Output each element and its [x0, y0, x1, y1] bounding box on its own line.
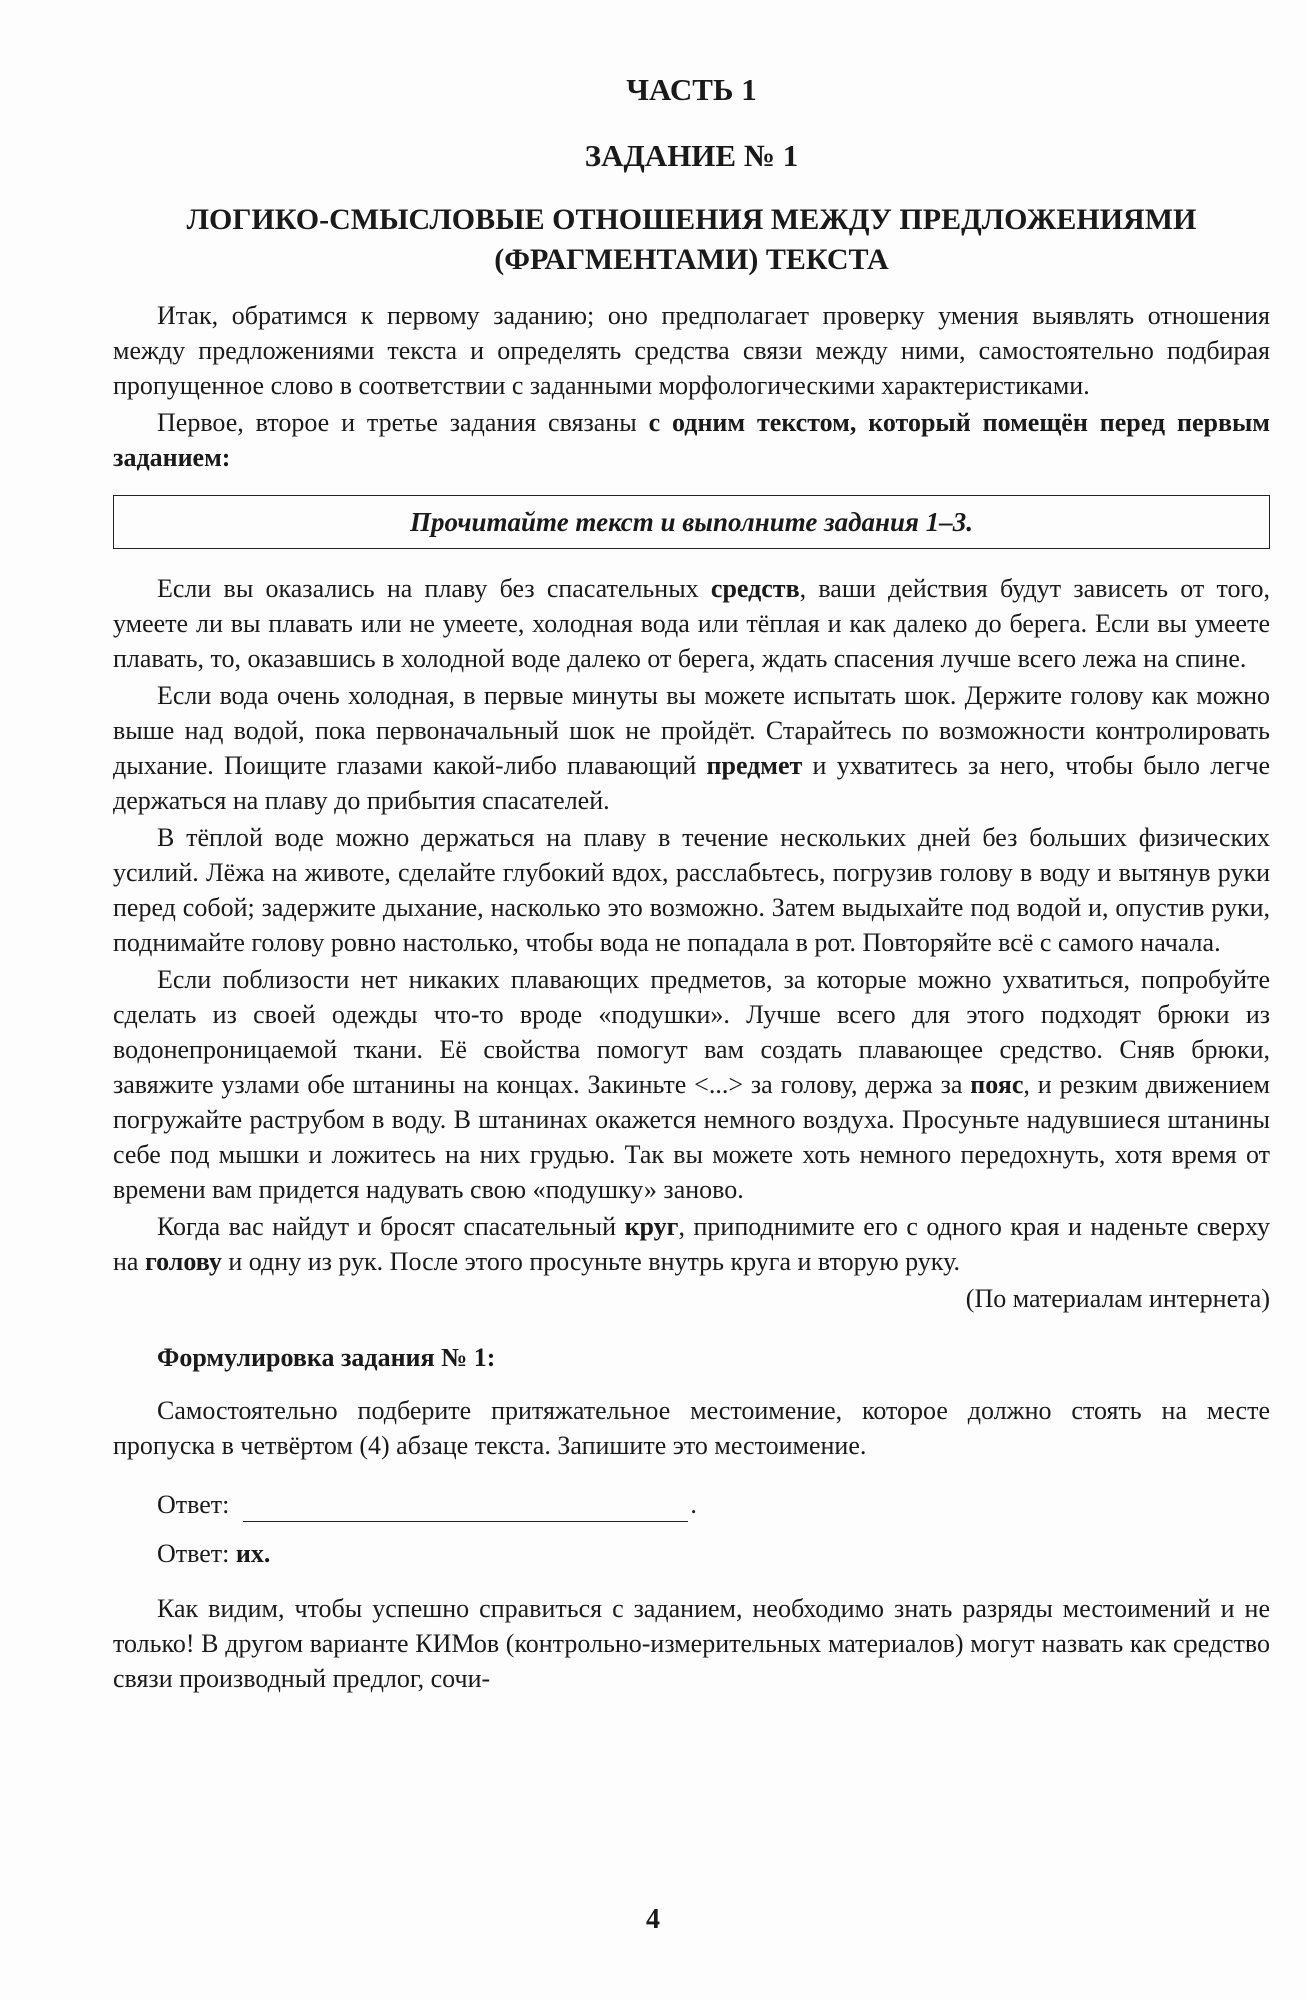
answer-blank[interactable] [243, 1495, 688, 1522]
text-paragraph-3: В тёплой воде можно держаться на плаву в течение нескольких дней без больших физических усилий. Лёжа на животе, сделайте глубокий вдох, расслабьтесь, погрузив голову в воду и вытянув руки перед собой; задержите дыхание, насколько это возможно. Затем выдыхайте под водой и, опустив руки, поднимайте голову ровно настолько, чтобы вода не попадала в рот. Повторяйте всё с самого начала. [113, 823, 1270, 957]
text-p5-bold-2: голову [144, 1247, 222, 1276]
answer-given-label: Ответ: [157, 1539, 230, 1568]
text-p4-bold: пояс [970, 1070, 1024, 1099]
text-p1-part-c: , ваши действия будут зависеть от того, умеете ли вы плавать или не умеете, холодная вода или тёплая и как далеко до берега. Если вы умеете плавать, то, оказавшись в холодной воде далеко от берега, ждать спасения лучше всего лежа на спине. [113, 574, 1271, 673]
text-source: (По материалам интернета) [965, 1284, 1270, 1313]
answer-blank-end: . [690, 1490, 697, 1519]
intro-paragraph-2-start: Первое, второе и третье задания связаны [157, 408, 649, 437]
instruction-box [113, 495, 1270, 549]
text-p2-part-c: и ухватитесь за него, чтобы было легче держаться на плаву до прибытия спасателей. [113, 751, 1270, 815]
text-p1-part-a: Если вы оказались на плаву без спасательных [157, 574, 711, 603]
intro-paragraph-2 [113, 405, 1270, 475]
topic-heading [113, 200, 1270, 280]
text-p5-part-c: и одну из рук. После этого просуньте внутрь круга и вторую руку. [221, 1247, 960, 1276]
text-p2-bold: предмет [706, 751, 803, 780]
intro-paragraph-2-bold: с одним текстом, который помещён перед первым заданием: [113, 408, 1270, 472]
topic-heading-line2: (ФРАГМЕНТАМИ) ТЕКСТА [494, 243, 889, 276]
outro-paragraph: Как видим, чтобы успешно справиться с заданием, необходимо знать разряды местоимений и не только! В другом варианте КИМов (контрольно-измерительных материалов) могут назвать как средство связи производный предлог, сочи- [113, 1594, 1270, 1693]
text-p4-part-a: Если поблизости нет никаких плавающих предметов, за которые можно ухватиться, попробуйте сделать из своей одежды что-то вроде «подушки». Лучше всего для этого подходят брюки из водонепроницаемой ткани. Её свойства помогут вам создать плавающее средство. Сняв брюки, завяжите узлами обе штанины на концах. Закиньте [113, 965, 1270, 1099]
answer-given-value: их. [235, 1539, 271, 1568]
text-p4-part-b: за голову, держа за [743, 1070, 971, 1099]
instruction-text: Прочитайте текст и выполните задания 1–3. [410, 506, 973, 537]
text-p4-part-c: , и резким движением погружайте раструбом в воду. В штанинах окажется немного воздуха. Просуньте надувшиеся штанины себе под мышки и ложитесь на них грудью. Так вы можете хоть немного передохнуть, хотя время от времени вам придется надувать свою «подушку» заново. [113, 1070, 1270, 1204]
answer-label: Ответ: [157, 1490, 230, 1519]
reading-text [113, 571, 1270, 1316]
intro-paragraph-1: Итак, обратимся к первому заданию; оно предполагает проверку умения выявлять отношения между предложениями текста и определять средства связи между ними, самостоятельно подбирая пропущенное слово в соответствии с заданными морфологическими характеристиками. [113, 301, 1270, 400]
text-paragraph-1 [113, 571, 1270, 676]
topic-heading-line1: ЛОГИКО-СМЫСЛОВЫЕ ОТНОШЕНИЯ МЕЖДУ ПРЕДЛОЖЕНИЯМИ [186, 203, 1197, 236]
page-number: 4 [646, 1904, 660, 1935]
part-heading: ЧАСТЬ 1 [626, 72, 757, 107]
text-p5-bold-1: круг [624, 1212, 679, 1241]
text-p4-gap: <...> [694, 1070, 743, 1099]
text-p1-bold: средств [710, 574, 800, 603]
text-paragraph-5 [113, 1209, 1270, 1279]
formulation-title: Формулировка задания № 1: [157, 1343, 496, 1372]
text-paragraph-4 [113, 962, 1270, 1207]
formulation-body: Самостоятельно подберите притяжательное местоимение, которое должно стоять на месте пропуска в четвёртом (4) абзаце текста. Запишите это местоимение. [113, 1396, 1270, 1460]
page-content [113, 70, 1270, 1696]
answer-given [113, 1536, 1270, 1571]
answer-field-row [113, 1487, 1270, 1522]
text-paragraph-2 [113, 678, 1270, 818]
text-p5-part-a: Когда вас найдут и бросят спасательный [157, 1212, 625, 1241]
task-heading: ЗАДАНИЕ № 1 [584, 138, 799, 173]
text-p5-part-b: , приподнимите его с одного края и наденьте сверху на [113, 1212, 1270, 1276]
text-p2-part-a: Если вода очень холодная, в первые минуты вы можете испытать шок. Держите голову как можно выше над водой, пока первоначальный шок не пройдёт. Старайтесь по возможности контролировать дыхание. Поищите глазами какой-либо плавающий [113, 681, 1270, 780]
